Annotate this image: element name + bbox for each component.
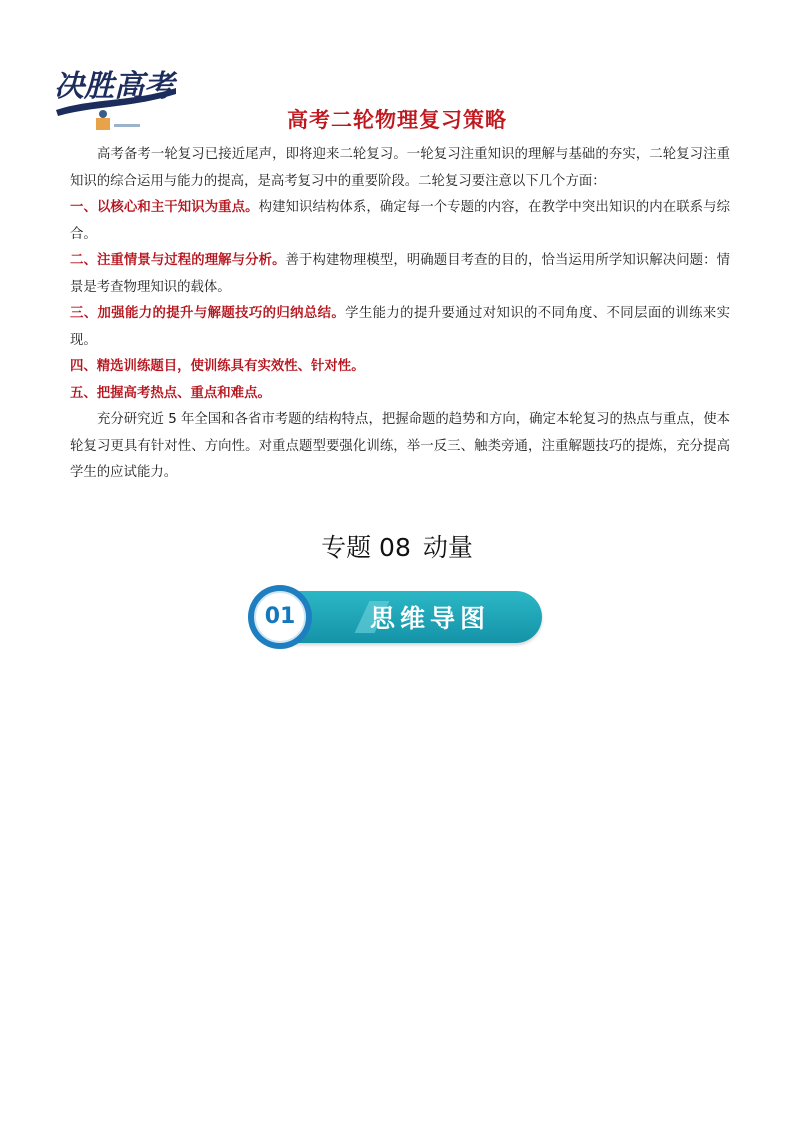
- point-4: [70, 354, 730, 381]
- section-number: 01: [254, 591, 306, 643]
- point-5: [70, 381, 730, 408]
- topic-prefix: 专题 08: [321, 533, 411, 562]
- page-title: 高考二轮物理复习策略: [287, 108, 507, 132]
- article-body: [70, 142, 730, 487]
- intro-paragraph: 高考备考一轮复习已接近尾声，即将迎来二轮复习。一轮复习注重知识的理解与基础的夯实，二轮复习注重知识的综合运用与能力的提高，是高考复习中的重要阶段。二轮复习要注意以下几个方面：: [70, 147, 730, 189]
- point-lead: 一、以核心和主干知识为重点。: [70, 200, 259, 215]
- point-2: [70, 248, 730, 301]
- point-text: 善于构建物理模型，明确题目考查的目的，恰当运用所学知识解决问题：情景是考查物理知识的载体。: [70, 253, 731, 295]
- closing-paragraph: 充分研究近 5 年全国和各省市考题的结构特点，把握命题的趋势和方向，确定本轮复习的热点与重点，使本轮复习更具有针对性、方向性。对重点题型要强化训练，举一反三、触类旁通，注重解题技巧的提炼，充分提高学生的应试能力。: [70, 412, 730, 480]
- point-lead: 二、注重情景与过程的理解与分析。: [70, 253, 286, 268]
- topic-heading: [0, 528, 794, 564]
- svg-text:决胜高考: 决胜高考: [54, 69, 174, 104]
- point-lead: 五、把握高考热点、重点和难点。: [70, 385, 271, 401]
- point-1: [70, 195, 730, 248]
- section-label: 思维导图: [370, 604, 491, 633]
- topic-name: 动量: [422, 533, 473, 562]
- point-text: 学生能力的提升要通过对知识的不同角度、不同层面的训练来实现。: [70, 306, 731, 348]
- point-lead: 四、精选训练题目，使训练具有实效性、针对性。: [70, 359, 365, 374]
- point-lead: 三、加强能力的提升与解题技巧的归纳总结。: [70, 306, 346, 321]
- point-3: [70, 301, 730, 354]
- point-text: 构建知识结构体系，确定每一个专题的内容，在教学中突出知识的内在联系与综合。: [70, 200, 730, 242]
- section-banner: [244, 585, 546, 651]
